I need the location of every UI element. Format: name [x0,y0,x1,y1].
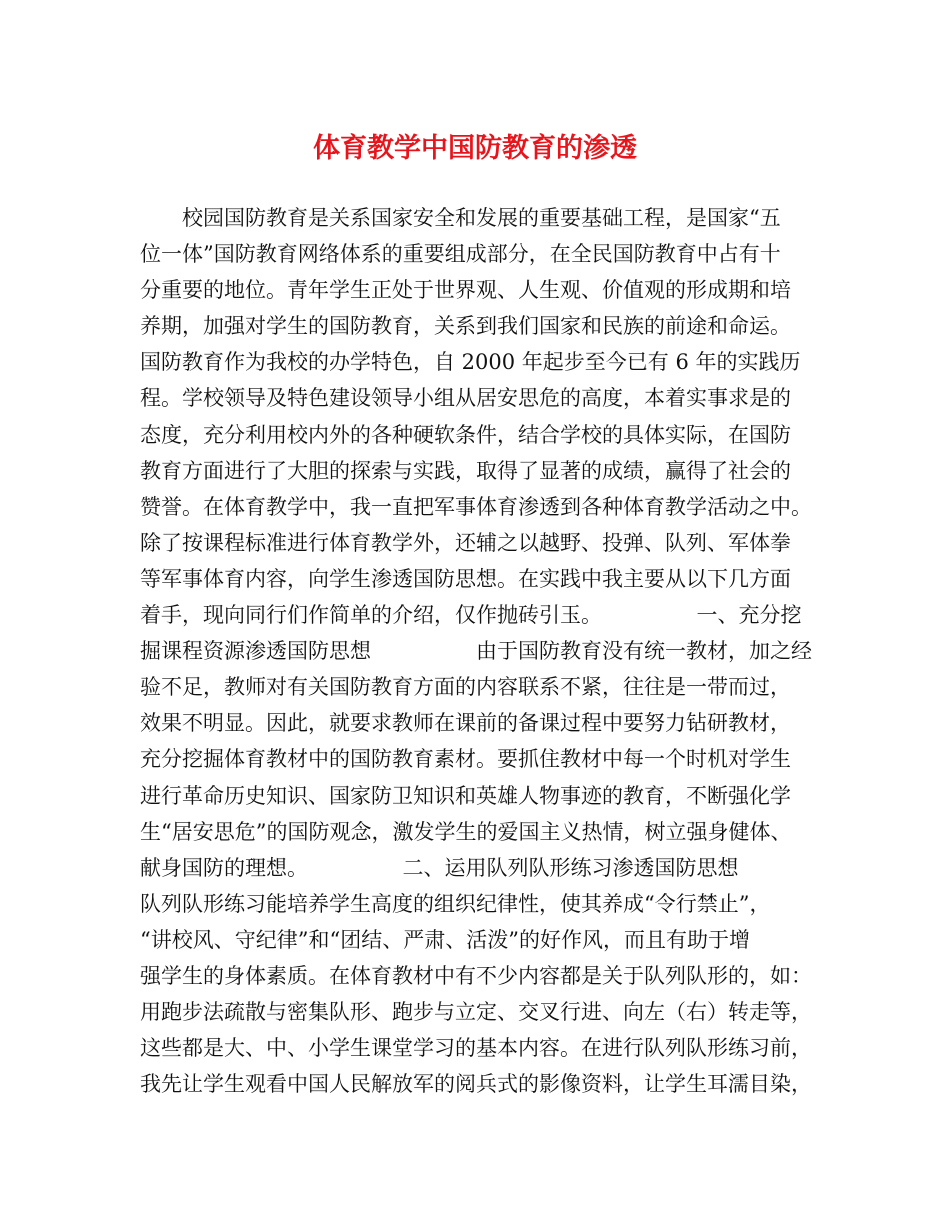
body-line: 我先让学生观看中国人民解放军的阅兵式的影像资料，让学生耳濡目染， [140,1072,812,1097]
body-line: 效果不明显。因此，就要求教师在课前的备课过程中要努力钻研教材， [140,711,791,736]
body-line: 位一体”国防教育网络体系的重要组成部分，在全民国防教育中占有十 [140,242,781,267]
document-body [140,200,830,1102]
body-line: 着手，现向同行们作简单的介绍，仅作抛砖引玉。 一、充分挖 [140,603,802,628]
body-line: 验不足，教师对有关国防教育方面的内容联系不紧，往往是一带而过， [140,675,791,700]
body-line: 献身国防的理想。 二、运用队列队形练习渗透国防思想 [140,855,739,880]
body-line: 掘课程资源渗透国防思想 由于国防教育没有统一教材，加之经 [140,639,812,664]
body-line: 队列队形练习能培养学生高度的组织纪律性，使其养成“令行禁止”， [140,891,771,916]
body-line: 用跑步法疏散与密集队形、跑步与立定、交叉行进、向左（右）转走等， [140,1000,812,1025]
body-line: 除了按课程标准进行体育教学外，还辅之以越野、投弹、队列、军体拳 [140,530,791,555]
body-line: 赞誉。在体育教学中，我一直把军事体育渗透到各种体育教学活动之中。 [140,494,812,519]
body-line: 进行革命历史知识、国家防卫知识和英雄人物事迹的教育，不断强化学 [140,783,791,808]
body-line: 态度，充分利用校内外的各种硬软条件，结合学校的具体实际，在国防 [140,422,791,447]
body-line: 分重要的地位。青年学生正处于世界观、人生观、价值观的形成期和培 [140,278,791,303]
document-title: 体育教学中国防教育的渗透 [313,133,637,164]
body-line: 生“居安思危”的国防观念，激发学生的爱国主义热情，树立强身健体、 [140,819,792,844]
body-line: 充分挖掘体育教材中的国防教育素材。要抓住教材中每一个时机对学生 [140,747,791,772]
body-line: 等军事体育内容，向学生渗透国防思想。在实践中我主要从以下几方面 [140,566,791,591]
body-line: 国防教育作为我校的办学特色，自 2000 年起步至今已有 6 年的实践历 [140,350,801,375]
body-line: 教育方面进行了大胆的探索与实践，取得了显著的成绩，赢得了社会的 [140,458,791,483]
body-line: 校园国防教育是关系国家安全和发展的重要基础工程，是国家“五 [140,206,781,230]
body-line: 强学生的身体素质。在体育教材中有不少内容都是关于队列队形的，如： [140,963,812,988]
body-line: 养期，加强对学生的国防教育，关系到我们国家和民族的前途和命运。 [140,314,791,339]
body-line: “讲校风、守纪律”和“团结、严肃、活泼”的好作风，而且有助于增 [140,927,750,952]
body-line: 这些都是大、中、小学生课堂学习的基本内容。在进行队列队形练习前， [140,1036,812,1061]
body-line: 程。学校领导及特色建设领导小组从居安思危的高度，本着实事求是的 [140,386,791,411]
